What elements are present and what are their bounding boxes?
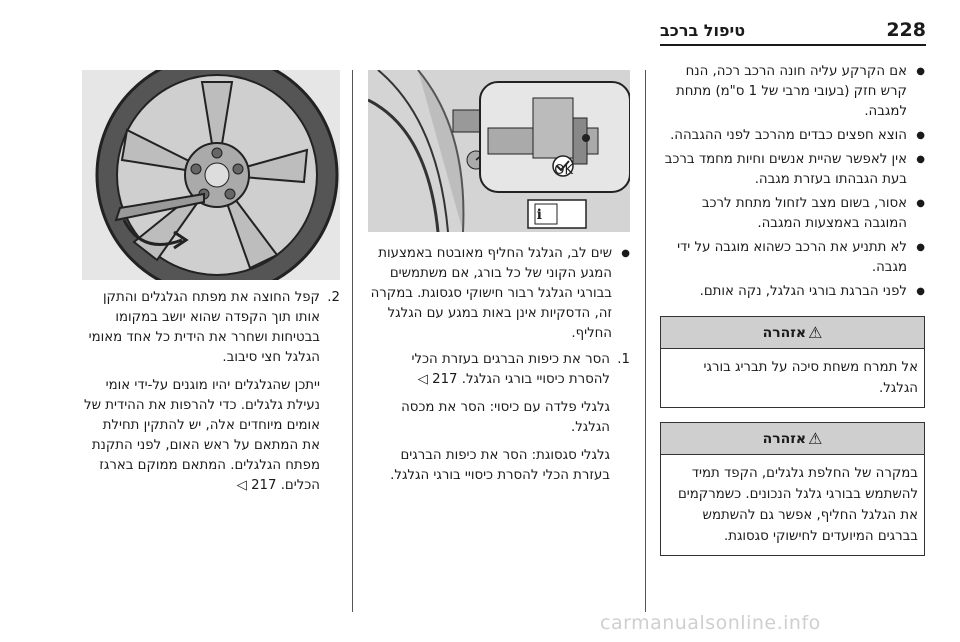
steps	[82, 288, 340, 368]
ok-label: OK	[554, 163, 573, 178]
warning-text: במקרה של החלפת גלגלים, הקפד תמיד להשתמש בבורגי גלגל הנכונים. כשמרקמים את הגלגל החליף, אפשר גם להשתמש בברגים המיועדים לחישוקי סגסוגת.	[677, 466, 918, 544]
list-item: ● אין לאפשר שהיית אנשים וחיות מחמד ברכב בעת הגבהתו בעזרת מגבה.	[660, 150, 925, 190]
list-item: ● אם הקרקע עליה חונה הרכב רכה, הנח קרש חזק (בעובי מרבי של 1 ס"מ) מתחת למגבה.	[660, 62, 925, 122]
step-1	[368, 350, 630, 390]
step-text: קפל החוצה את מפתח הגלגלים והתקן אותו תוך הקפדה שהוא יושב במקומו בבטיחות ושחרר את הידית כל אחד מאומי הגלגל חצי סיבוב.	[88, 290, 320, 365]
steps	[368, 350, 630, 390]
note-text: ייתכן שהגלגלים יהיו מוגנים על-ידי אומי נעילת גלגלים. כדי להרפות את ההידית של אומים מיוחדים אלה, יש להתקין תחילת את המתאם על ראש האום, לפני התקנת מפתח הגלגלים. המתאם ממוקם בארגז הכלים.	[84, 378, 320, 493]
page-reference: 217 ◁	[236, 478, 277, 493]
note-title: גלגלי פלדה עם כיסוי:	[489, 400, 610, 415]
note-text: הסר את כיפות הברגים בעזרת הכלי להסרת כיסויי בורגי הגלגל.	[390, 448, 610, 483]
column-divider-left	[352, 70, 353, 612]
watermark: carmanualsonline.info	[600, 612, 821, 634]
precaution-list	[660, 62, 925, 302]
right-column	[660, 62, 925, 556]
warning-title: אזהרה	[762, 324, 807, 341]
list-item: ● שים לב, הגלגל החליף מאובטח באמצעות המגע הקוני של כל בורג, אם משתמשים בבורגי הגלגל רבור חישוקי סגסוגת. במקרה זה, הדסקיות אינן באות במגע עם הגלגל החליף.	[368, 244, 630, 344]
wheel-bolt-diagram-icon	[368, 70, 630, 232]
note-text: הסר את מכסה הגלגל.	[401, 400, 610, 435]
page-reference: 217 ◁	[417, 372, 458, 387]
steel-wheel-note	[368, 398, 630, 438]
bolt-contact-illustration	[368, 70, 630, 232]
left-column	[82, 70, 340, 504]
list-item: ● אסור, בשום מצב לזחול מתחת לרכב המוגבה באמצעות המגבה.	[660, 194, 925, 234]
note-list	[368, 244, 630, 344]
step-number: 2.	[327, 290, 340, 305]
section-title: טיפול ברכב	[660, 21, 746, 40]
column-divider-right	[645, 70, 646, 612]
note-title: גלגלי סגסוגת:	[531, 448, 610, 463]
warning-title: אזהרה	[762, 430, 807, 447]
list-item: ● הוצא חפצים כבדים מהרכב לפני ההגבהה.	[660, 126, 925, 146]
wheel-wrench-illustration	[82, 70, 340, 280]
list-item: ● לא תתניע את הרכב כשהוא מוגבה על ידי מגבה.	[660, 238, 925, 278]
warning-triangle-icon: ⚠	[808, 428, 823, 448]
warning-box-bolts	[660, 422, 925, 556]
alloy-wheel-note	[368, 446, 630, 486]
step-number: 1.	[617, 352, 630, 367]
warning-triangle-icon: ⚠	[808, 322, 823, 342]
step-2	[82, 288, 340, 368]
warning-header	[661, 423, 924, 455]
list-item: ● לפני הברגת בורגי הגלגל, נקה אותם.	[660, 282, 925, 302]
wheel-with-wrench-icon	[82, 70, 340, 280]
warning-text: אל תמרח משחת סיכה על תבריג בורגי הגלגל.	[703, 360, 918, 396]
lock-nut-note	[82, 376, 340, 496]
step-text: הסר את כיפות הברגים בעזרת הכלי להסרת כיסויי בורגי הגלגל.	[411, 352, 610, 387]
svg-text:i: i	[536, 207, 542, 223]
warning-header	[661, 317, 924, 349]
page-header	[660, 12, 926, 46]
warning-box-lubricant	[660, 316, 925, 408]
middle-column	[368, 70, 630, 494]
page-number: 228	[886, 19, 926, 41]
